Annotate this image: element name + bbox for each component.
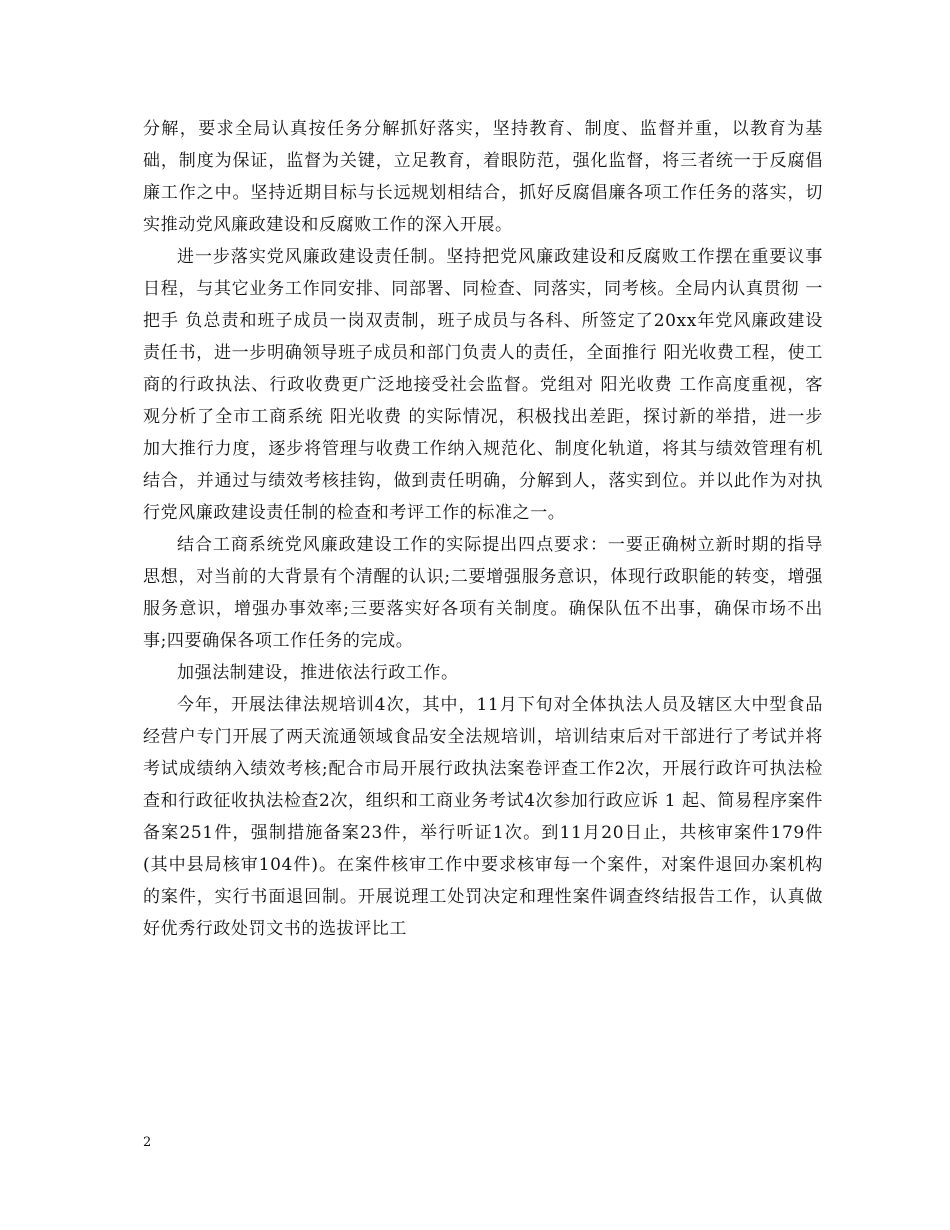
document-body: [143, 113, 823, 945]
paragraph-responsibility-system: 进一步落实党风廉政建设责任制。坚持把党风廉政建设和反腐败工作摆在重要议事日程，与其它业务工作同安排、同部署、同检查、同落实，同考核。全局内认真贯彻 一把手 负总责和班子成员一岗双责制，班子成员与各科、所签定了20xx年党风廉政建设责任书，进一步明确领导班子成员和部门负责人的责任，全面推行 阳光收费工程，使工商的行政执法、行政收费更广泛地接受社会监督。党组对 阳光收费 工作高度重视，客观分析了全市工商系统 阳光收费 的实际情况，积极找出差距，探讨新的举措，进一步加大推行力度，逐步将管理与收费工作纳入规范化、制度化轨道，将其与绩效管理有机结合，并通过与绩效考核挂钩，做到责任明确，分解到人，落实到位。并以此作为对执行党风廉政建设责任制的检查和考评工作的标准之一。: [143, 247, 823, 523]
page-number: 2: [143, 1135, 152, 1150]
paragraph-legal-training: 今年，开展法律法规培训4次，其中，11月下旬对全体执法人员及辖区大中型食品经营户专门开展了两天流通领域食品安全法规培训，培训结束后对干部进行了考试并将考试成绩纳入绩效考核;配合市局开展行政执法案卷评查工作2次，开展行政许可执法检查和行政征收执法检查2次，组织和工商业务考试4次参加行政应诉 1 起、简易程序案件备案251件，强制措施备案23件，举行听证1次。到11月20日止，共核审案件179件(其中县局核审104件)。在案件核审工作中要求核审每一个案件，对案件退回办案机构的案件，实行书面退回制。开展说理工处罚决定和理性案件调查终结报告工作，认真做好优秀行政处罚文书的选拔评比工: [143, 695, 823, 939]
paragraph-continuation: 分解，要求全局认真按任务分解抓好落实，坚持教育、制度、监督并重，以教育为基础，制度为保证，监督为关键，立足教育，着眼防范，强化监督，将三者统一于反腐倡廉工作之中。坚持近期目标与长远规划相结合，抓好反腐倡廉各项工作任务的落实，切实推动党风廉政建设和反腐败工作的深入开展。: [143, 119, 823, 235]
paragraph-legal-heading: 加强法制建设，推进依法行政工作。: [177, 663, 459, 683]
paragraph-four-requirements: 结合工商系统党风廉政建设工作的实际提出四点要求：一要正确树立新时期的指导思想，对当前的大背景有个清醒的认识;二要增强服务意识，体现行政职能的转变，增强服务意识，增强办事效率;三要落实好各项有关制度。确保队伍不出事，确保市场不出事;四要确保各项工作任务的完成。: [143, 535, 823, 651]
